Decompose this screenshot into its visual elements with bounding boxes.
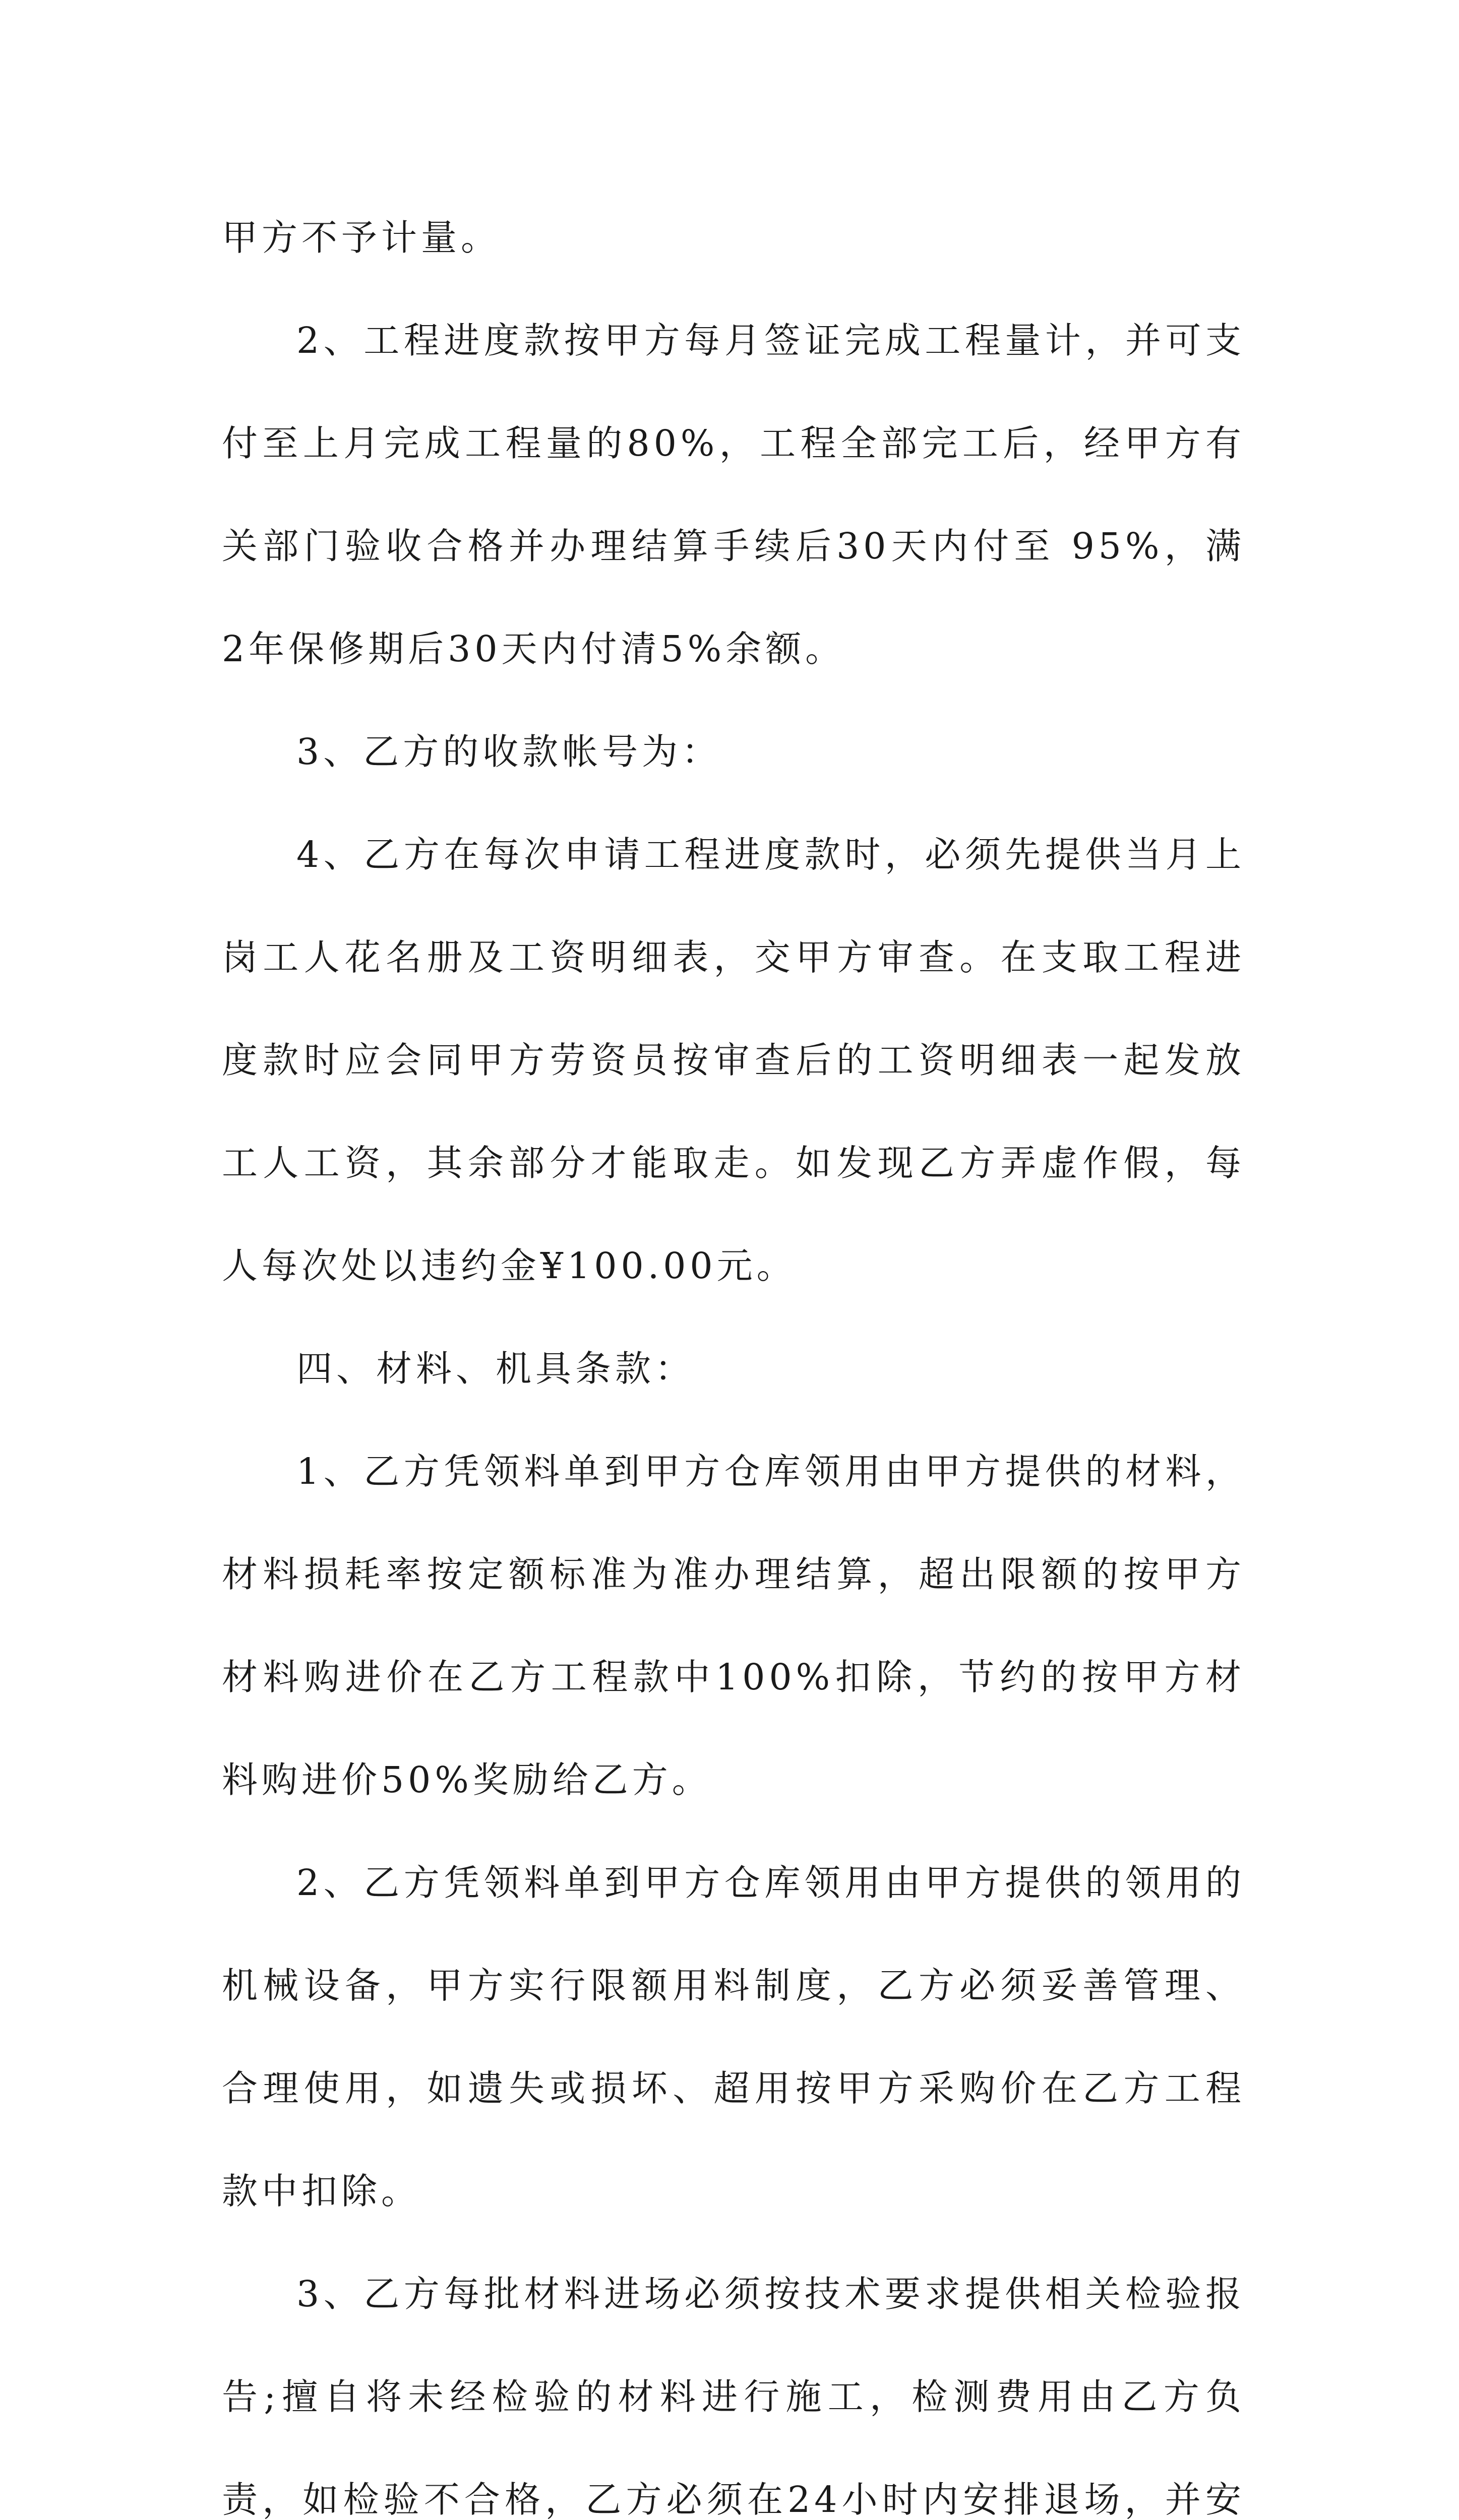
paragraph-wage-review: 4、乙方在每次申请工程进度款时，必须先提供当月上岗工人花名册及工资明细表，交甲方审查。在支取工程进度款时应会同甲方劳资员按审查后的工资明细表一起发放工人工资，其余部分才能取走。如发现乙方弄虚作假，每人每次处以违约金¥100.00元。 [222,834,1245,1287]
document-body [222,186,1245,2520]
paragraph-continuation: 甲方不予计量。 [222,217,501,259]
paragraph-bank-account: 3、乙方的收款帐号为： [296,731,722,773]
paragraph-material-inspection: 3、乙方每批材料进场必须按技术要求提供相关检验报告;擅自将未经检验的材料进行施工，检测费用由乙方负责，如检验不合格，乙方必须在24小时内安排退场，并安 [222,2273,1245,2520]
section-heading-materials: 四、材料、机具条款： [296,1348,695,1390]
paragraph-material-requisition: 1、乙方凭领料单到甲方仓库领用由甲方提供的材料，材料损耗率按定额标准为准办理结算，超出限额的按甲方材料购进价在乙方工程款中100%扣除，节约的按甲方材料购进价50%奖励给乙方。 [222,1451,1245,1801]
paragraph-equipment-requisition: 2、乙方凭领料单到甲方仓库领用由甲方提供的领用的机械设备，甲方实行限额用料制度，乙方必须妥善管理、合理使用，如遗失或损坏、超用按甲方采购价在乙方工程款中扣除。 [222,1862,1245,2212]
paragraph-progress-payment: 2、工程进度款按甲方每月签证完成工程量计，并可支付至上月完成工程量的80%，工程全部完工后，经甲方有关部门验收合格并办理结算手续后30天内付至 95%，满2年保修期后30天内付清5%余额。 [222,320,1245,670]
